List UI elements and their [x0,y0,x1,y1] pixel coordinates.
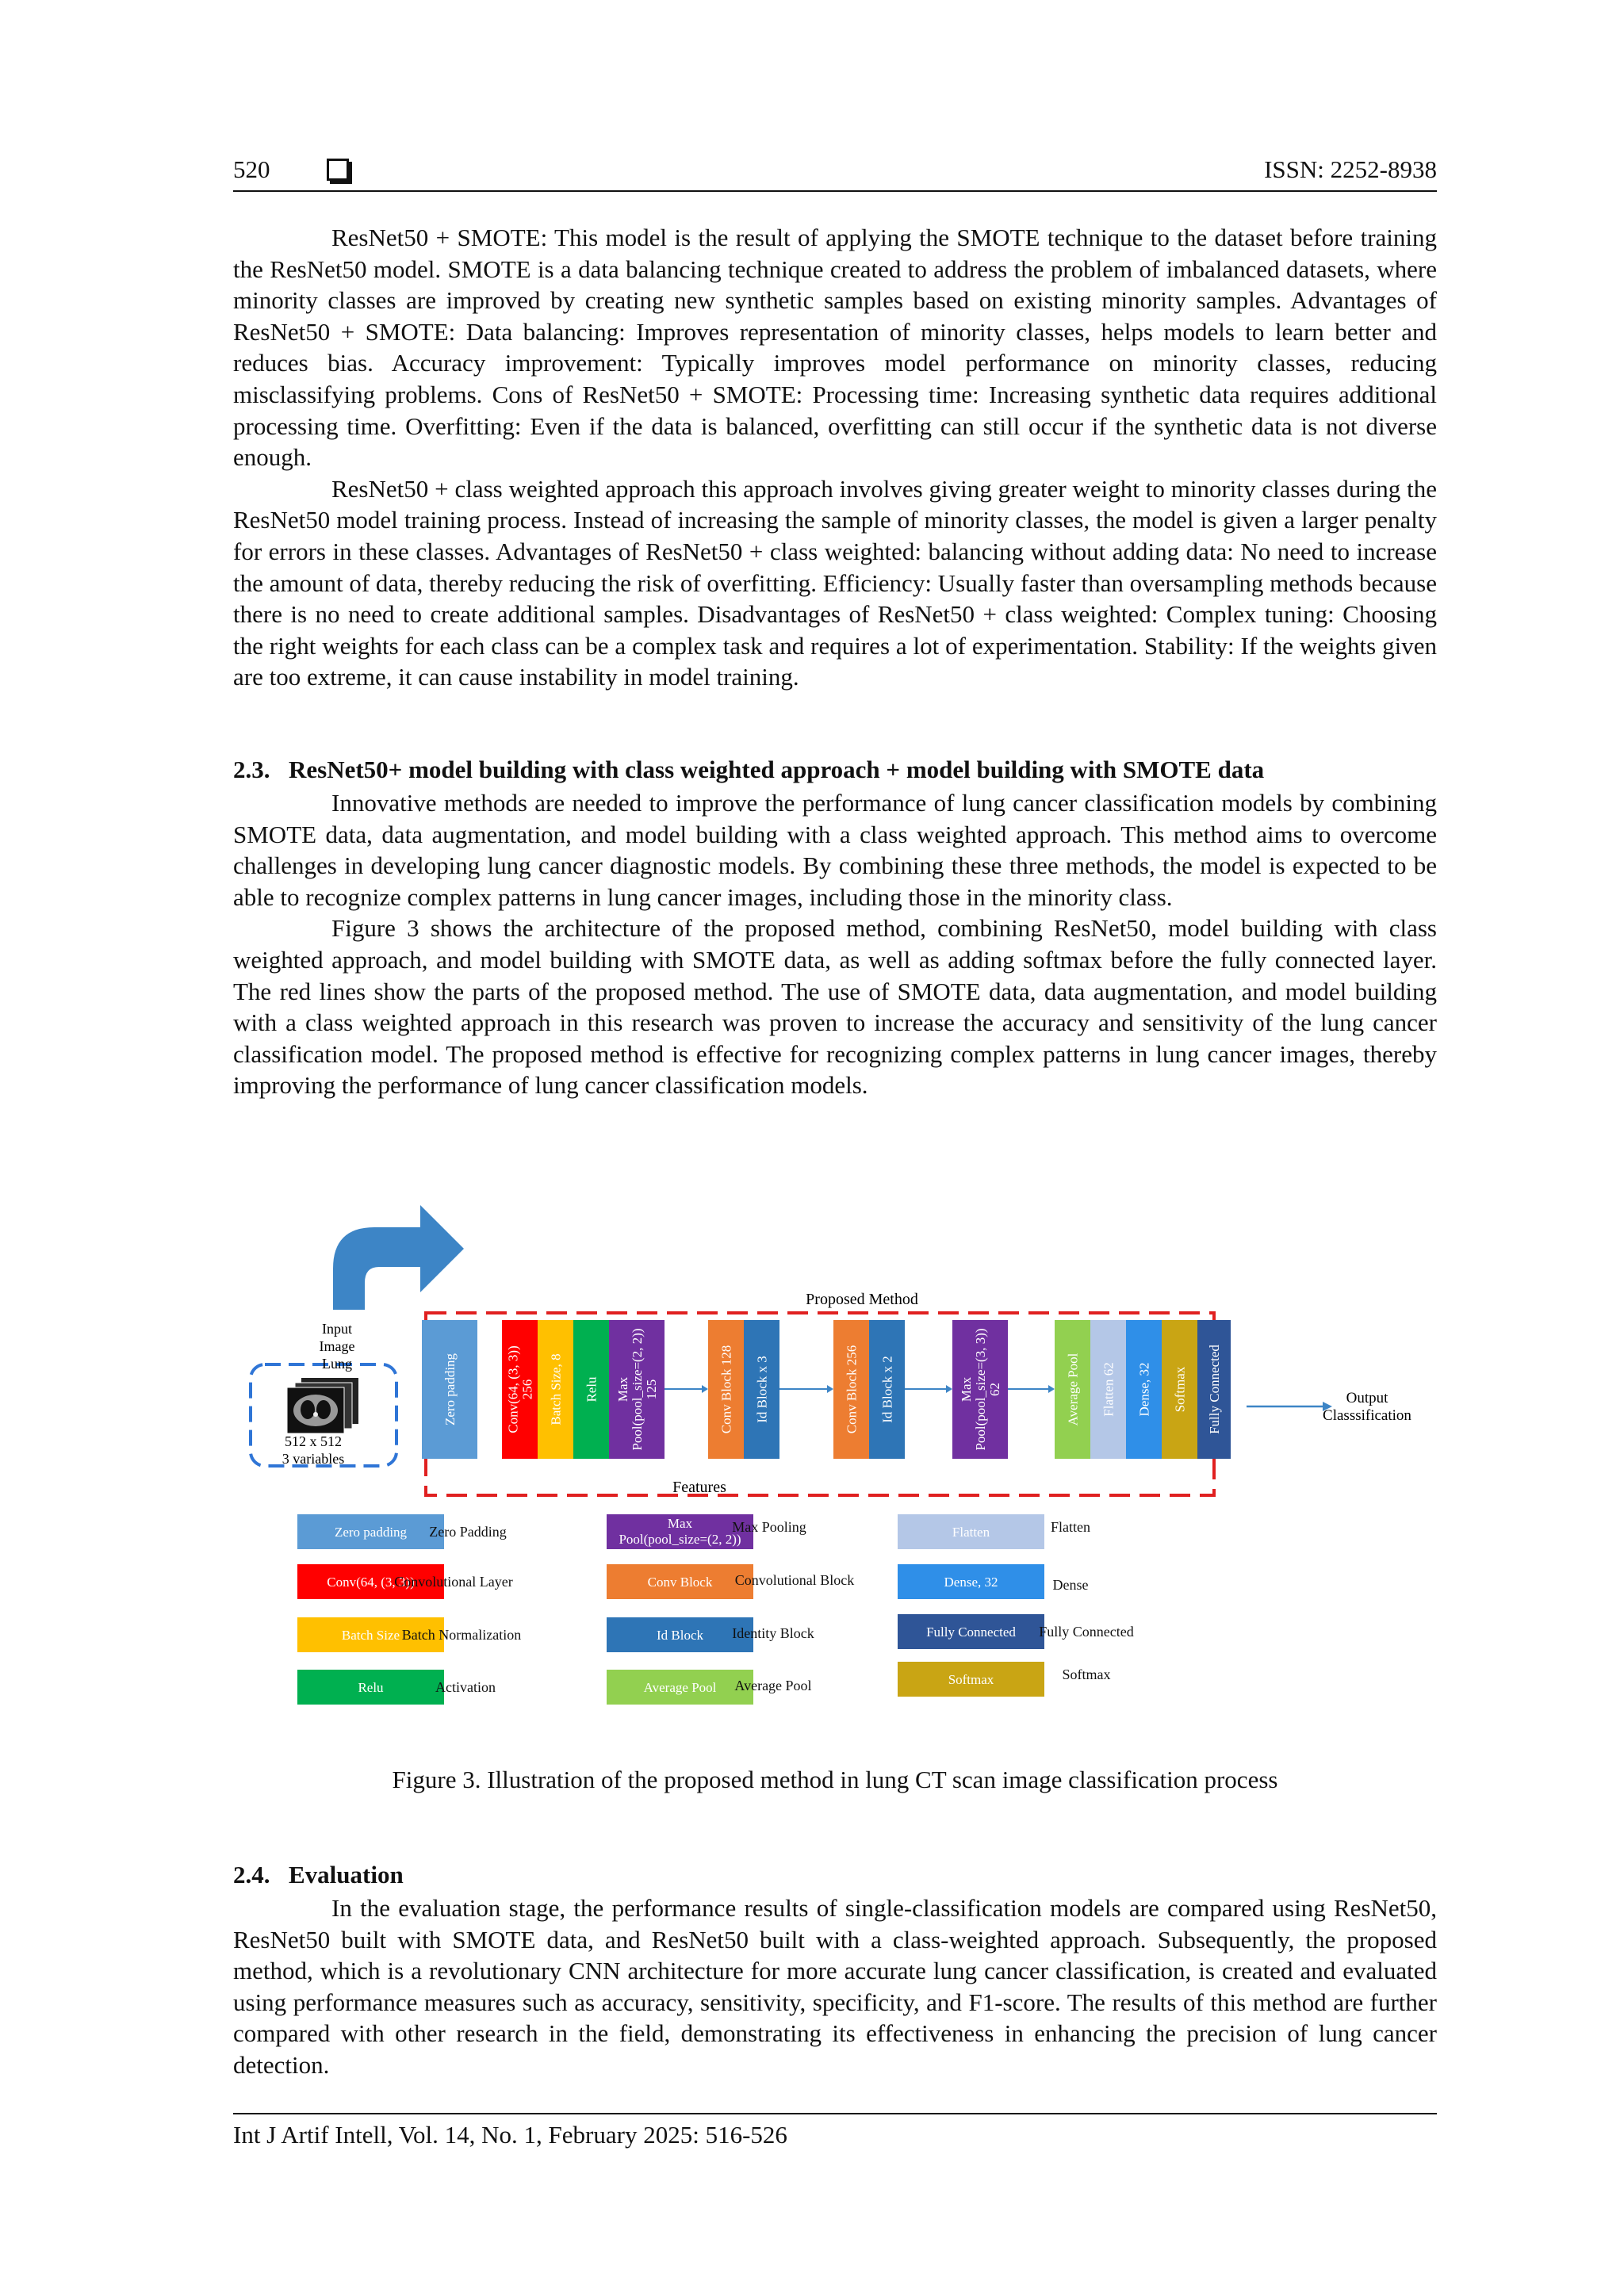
block-label-2: Conv(64, (3, 3))256 [505,1345,535,1433]
connector-arrowhead-icon [827,1385,833,1393]
block-label-6: Conv Block 128 [718,1345,734,1434]
legend-desc-6: Convolutional Block [734,1572,855,1588]
section-heading-2-4 [233,1861,1437,1889]
legend-swatch-label-7: Id Block [656,1628,704,1643]
input-label-3: Lung [322,1356,352,1372]
curved-arrow-icon [333,1205,464,1310]
legend-desc-5: Max Pooling [732,1519,806,1535]
block-label-1: Zero padding [442,1353,458,1426]
page-number: 520 [233,155,270,183]
connector-arrowhead-icon [1048,1385,1055,1393]
legend-swatch-label-6: Conv Block [647,1575,713,1590]
input-label-2: Image [319,1338,355,1354]
block-label-3: Batch Size, 8 [548,1353,564,1425]
legend-desc-9: Flatten [1051,1519,1090,1535]
section-heading-2-3 [233,756,1437,784]
legend-swatch-label-2: Conv(64, (3, 3)) [327,1575,415,1590]
input-label-1: Input [322,1321,352,1337]
features-label: Features [672,1479,726,1496]
block-label-8: Conv Block 256 [844,1345,860,1434]
block-label-14: Softmax [1172,1366,1188,1413]
paragraph-figure3: Figure 3 shows the architecture of the proposed method, combining ResNet50, model building with class weighted approach, and model building with SMOTE data, as well as adding softmax before the fully connected layer. The red lines show the parts of the proposed method. The use of SMOTE data, data augmentation, and model building with a class weighted approach in this research was proven to increase the accuracy and sensitivity of the lung cancer classification model. The proposed method is effective for recognizing complex patterns in lung cancer images, thereby improving the performance of lung cancer classification models. [233,914,1437,1100]
legend-desc-8: Average Pool [734,1678,812,1693]
page-header [233,155,1437,190]
footer-rule [233,2113,1437,2114]
legend-desc-7: Identity Block [732,1625,814,1641]
legend-desc-11: Fully Connected [1039,1624,1134,1640]
proposed-method-label: Proposed Method [806,1291,918,1308]
square-bullet-icon [327,159,349,181]
issn-label: ISSN: 2252-8938 [1264,155,1437,183]
section-number: 2.3. [233,756,270,783]
method-paragraphs [233,787,1437,1101]
legend-swatch-label-5: Max Pool(pool_size=(2, 2)) [619,1516,741,1547]
output-label-2: Classsification [1323,1407,1411,1424]
block-label-4: Relu [584,1376,599,1402]
legend-swatch-label-10: Dense, 32 [944,1575,998,1590]
block-label-12: Flatten 62 [1101,1362,1116,1417]
legend-desc-1: Zero Padding [429,1524,507,1540]
block-label-10: MaxPool(pool_size=(3, 3))62 [959,1328,1002,1451]
legend-swatch-label-8: Average Pool [643,1680,717,1695]
block-label-9: Id Block x 2 [879,1356,895,1423]
paragraph-smote: ResNet50 + SMOTE: This model is the result of applying the SMOTE technique to the dataset before training the ResNet50 model. SMOTE is a data balancing technique created to address the problem of imbalanced datasets, where minority classes are improved by creating new synthetic samples based on existing minority samples. Advantages of ResNet50 + SMOTE: Data balancing: Improves representation of minority classes, helps models to learn better and reduces bias. Accuracy improvement: Typically improves model performance on minority classes, reducing misclassifying problems. Cons of ResNet50 + SMOTE: Processing time: Increasing synthetic data requires additional processing time. Overfitting: Even if the data is balanced, overfitting can still occur if the synthetic data is not diverse enough. [233,224,1437,472]
section-title: Evaluation [289,1861,404,1888]
legend-desc-12: Softmax [1062,1667,1111,1682]
legend-swatch-label-9: Flatten [952,1525,990,1540]
input-size-label: 512 x 512 [285,1433,342,1449]
legend-swatch-label-11: Fully Connected [926,1624,1016,1640]
legend-desc-3: Batch Normalization [401,1627,522,1643]
block-label-7: Id Block x 3 [754,1356,770,1423]
connector-arrowhead-icon [946,1385,952,1393]
block-label-5: MaxPool(pool_size=(2, 2))125 [615,1328,659,1451]
ct-scan-image-icon [287,1378,358,1433]
legend-swatch-label-4: Relu [358,1680,384,1695]
legend-desc-10: Dense [1052,1577,1089,1593]
legend-swatch-label-1: Zero padding [334,1525,408,1540]
section-number: 2.4. [233,1861,270,1888]
block-label-13: Dense, 32 [1136,1362,1152,1417]
connector-arrowhead-icon [702,1385,708,1393]
output-label-1: Output [1346,1390,1388,1406]
paragraph-innovative: Innovative methods are needed to improve the performance of lung cancer classification models by combining SMOTE data, data augmentation, and model building with a class weighted approach. This method aims to overcome challenges in developing lung cancer diagnostic models. By combining these three methods, the model is expected to be able to recognize complex patterns in lung cancer images, including those in the minority class. [233,789,1437,911]
legend-swatch-label-3: Batch Size [341,1628,400,1643]
legend-swatch-label-12: Softmax [948,1672,994,1687]
header-rule [233,190,1437,192]
paragraph-class-weighted: ResNet50 + class weighted approach this approach involves giving greater weight to minority classes during the ResNet50 model training process. Instead of increasing the sample of minority classes, the model is given a larger penalty for errors in these classes. Advantages of ResNet50 + class weighted: balancing without adding data: No need to increase the amount of data, thereby reducing the risk of overfitting. Efficiency: Usually faster than oversampling methods because there is no need to create additional samples. Disadvantages of ResNet50 + class weighted: Complex tuning: Choosing the right weights for each class can be a complex task and requires a lot of experimentation. Stability: If the weights given are too extreme, it can cause instability in model training. [233,474,1437,691]
evaluation-paragraphs [233,1892,1437,2081]
section-title: ResNet50+ model building with class weighted approach + model building with SMOTE data [289,756,1265,783]
input-vars-label: 3 variables [282,1451,345,1467]
architecture-blocks [422,1320,1231,1459]
intro-paragraphs [233,222,1437,693]
block-label-11: Average Pool [1065,1353,1081,1426]
figure-caption: Figure 3. Illustration of the proposed method in lung CT scan image classification process [392,1766,1278,1793]
legend-desc-4: Activation [435,1679,496,1695]
page-footer [233,2113,1437,2149]
paragraph-evaluation: In the evaluation stage, the performance results of single-classification models are compared using ResNet50, ResNet50 built with SMOTE data, and ResNet50 built with a class-weighted approach. Subsequently, the proposed method, which is a revolutionary CNN architecture for more accurate lung cancer classification, is created and evaluated using performance measures such as accuracy, sensitivity, specificity, and F1-score. The results of this method are further compared with other research in the field, demonstrating its effectiveness in enhancing the precision of lung cancer detection. [233,1894,1437,2079]
figure-legend [297,1514,1134,1705]
footer-citation: Int J Artif Intell, Vol. 14, No. 1, February 2025: 516-526 [233,2121,787,2149]
legend-desc-2: Convolutional Layer [394,1574,513,1590]
block-label-15: Fully Connected [1207,1345,1222,1434]
